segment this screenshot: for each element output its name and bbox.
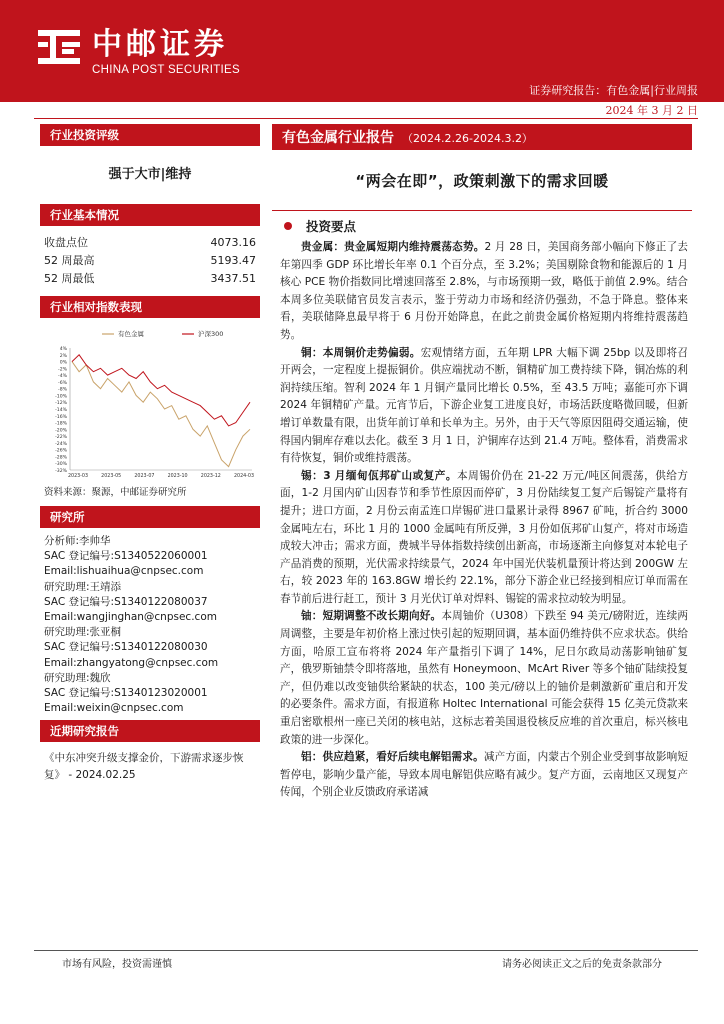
y-tick-label: -14% bbox=[55, 408, 67, 413]
paragraph-list bbox=[272, 239, 692, 802]
report-date: 2024 年 3 月 2 日 bbox=[605, 104, 698, 117]
paragraph-uranium bbox=[272, 608, 692, 749]
key-points-heading bbox=[272, 217, 692, 235]
footer-disclaimer-note: 请务必阅读正文之后的免责条款部分 bbox=[502, 959, 662, 970]
paragraph-text: 减产方面，内蒙古个别企业受到事故影响短暂停电，影响少量产能，导致本周电解铝供应略有减少。复产方面，云南地区又现复产传闻，个别企业反馈政府承诺减 bbox=[280, 751, 689, 799]
y-tick-label: -10% bbox=[55, 394, 67, 400]
paragraph-precious-metals bbox=[272, 239, 692, 345]
bullet-icon bbox=[284, 222, 292, 230]
x-tick-label: 2023-10 bbox=[167, 474, 188, 479]
rating-value: 强于大市|维持 bbox=[108, 167, 192, 182]
basic-row-label: 收盘点位 bbox=[44, 236, 88, 249]
y-tick-label: -8% bbox=[58, 387, 67, 393]
brand-name-en: CHINA POST SECURITIES bbox=[92, 64, 240, 76]
y-tick-label: -12% bbox=[55, 401, 67, 407]
analyst-line: 研究助理:魏欣 bbox=[44, 671, 111, 684]
basic-row bbox=[40, 270, 260, 288]
y-tick-label: 0% bbox=[59, 360, 67, 366]
footer-risk-note: 市场有风险，投资需谨慎 bbox=[62, 959, 172, 970]
y-tick-label: -16% bbox=[55, 414, 67, 420]
basic-row-label: 52 周最高 bbox=[44, 254, 95, 267]
paragraph-aluminum bbox=[272, 749, 692, 802]
y-tick-label: 2% bbox=[59, 353, 67, 359]
paragraph-copper bbox=[272, 345, 692, 468]
footer-rule bbox=[34, 950, 698, 951]
basic-row-value: 4073.16 bbox=[210, 236, 256, 249]
y-tick-label: -2% bbox=[58, 367, 67, 373]
y-tick-label: -28% bbox=[55, 455, 67, 461]
y-tick-label: -26% bbox=[55, 448, 67, 454]
series-line-1 bbox=[72, 355, 250, 426]
x-tick-label: 2023-12 bbox=[200, 474, 221, 479]
chart-source: 资料来源：聚源，中邮证券研究所 bbox=[44, 487, 187, 498]
y-tick-label: -20% bbox=[55, 428, 67, 434]
analyst-list bbox=[40, 528, 260, 720]
analyst-line: 研究助理:张亚桐 bbox=[44, 626, 122, 639]
recent-report-link[interactable]: 《中东冲突升级支撑金价，下游需求逐步恢复》 - 2024.02.25 bbox=[44, 752, 244, 782]
basic-row bbox=[40, 234, 260, 252]
x-tick-label: 2024-03 bbox=[233, 474, 255, 479]
x-tick-label: 2023-07 bbox=[134, 474, 155, 479]
key-points-title: 投资要点 bbox=[306, 219, 357, 234]
analyst-line: SAC 登记编号:S1340122080037 bbox=[44, 595, 208, 608]
y-tick-label: -30% bbox=[55, 462, 67, 468]
y-tick-label: -18% bbox=[55, 421, 67, 427]
y-tick-label: -24% bbox=[55, 441, 67, 447]
report-title: 有色金属行业报告 bbox=[282, 130, 394, 146]
legend-label-0: 有色金属 bbox=[118, 330, 144, 338]
analyst-line: SAC 登记编号:S1340122080030 bbox=[44, 641, 208, 654]
analyst-line: 分析师:李帅华 bbox=[44, 535, 111, 547]
paragraph-lead: 锡：3 月缅甸佤邦矿山或复产。 bbox=[301, 469, 458, 482]
rating-section-title: 行业投资评级 bbox=[40, 124, 260, 146]
x-tick-label: 2023-05 bbox=[101, 474, 122, 479]
legend-label-1: 沪深300 bbox=[198, 330, 224, 338]
paragraph-text: 本周铀价（U308）下跌至 94 美元/磅附近，连续两周调整，主要是年初价格上涨过快引起的短期回调，基本面仍维持供不应求状态。供给方面，哈原工宣布将将 2024 年产量指引下调了 14%，尼日尔政局动荡影响铀矿复产，俄罗斯铀禁令即将落地，虽然有 Honeymoon、McArt River 等多个铀矿陆续投复产，但仍难以改变铀供给紧缺的状态，100 美元/磅以上的铀价是刺激新矿重启和开发的必要条件。需求方面，有报道称 Holtec International 可能会获得 15 亿美元贷款来重启密歇根州一座已关闭的核电站，这标志着美国退役核反应堆的首次重启，标兴核电政策的进一步深化。 bbox=[280, 610, 689, 746]
x-tick-label: 2023-03 bbox=[67, 474, 89, 479]
y-tick-label: -6% bbox=[58, 380, 67, 386]
y-tick-label: -32% bbox=[55, 469, 67, 474]
paragraph-text: 宏观情绪方面，五年期 LPR 大幅下调 25bp 以及即将召开两会，一定程度上提振铜价。供应端扰动不断，铜精矿加工费持续下降，铜冶炼的利润持续压缩。智利 2024 年 1 月铜产量同比增长 0.5%，至 43.5 万吨；嘉能可亦下调 2024 年铜精矿产量。元宵节后，下游企业复工进度良好，市场活跃度略微回暖，但新增订单数量有限，出货年前订单和长单为主。另外，由于天气等原因阻碍交通运输，使得国内铜库存难以去化。截至 3 月 1 日，沪铜库存达到 21.4 万吨。整体看，消费需求有待恢复，铜价或维持震荡。 bbox=[280, 346, 688, 465]
y-tick-label: -4% bbox=[58, 374, 67, 380]
basic-row-label: 52 周最低 bbox=[44, 272, 95, 285]
paragraph-lead: 铝：供应趋紧，看好后续电解铝需求。 bbox=[301, 751, 484, 764]
china-post-logo-icon bbox=[34, 22, 84, 72]
analyst-email[interactable]: Email:zhangyatong@cnpsec.com bbox=[44, 656, 219, 669]
main-content bbox=[272, 124, 692, 802]
analyst-email[interactable]: Email:lishuaihua@cnpsec.com bbox=[44, 565, 204, 578]
headline-divider bbox=[272, 210, 692, 211]
report-period: （2024.2.26-2024.3.2） bbox=[402, 132, 533, 145]
paragraph-lead: 铀：短期调整不改长期向好。 bbox=[301, 610, 442, 623]
paragraph-lead: 贵金属：贵金属短期内维持震荡态势。 bbox=[301, 241, 485, 253]
analyst-email[interactable]: Email:wangjinghan@cnpsec.com bbox=[44, 611, 217, 624]
headline: “两会在即”，政策刺激下的需求回暖 bbox=[355, 172, 609, 190]
date-rule bbox=[34, 118, 698, 119]
analyst-line: 研究助理:王靖添 bbox=[44, 580, 122, 593]
analyst-line: SAC 登记编号:S1340123020001 bbox=[44, 687, 208, 700]
paragraph-text: 本周锡价仍在 21-22 万元/吨区间震荡，供给方面，1-2 月国内矿山因春节和季节性原因而停矿，3 月份陆续复工复产后锡锭产量将有提升；进口方面，2 月份云南孟连口岸锡矿进口量累计录得 8967 矿吨，折合约 3000 金属吨左右，环比 1 月的 1000 金属吨有所反弹，3 月份如佤邦矿山复产，将对市场造成较大冲击；需求方面，费城半导体指数持续创出新高，市场逐渐主向修复对本轮电子产品消费的预期，光伏需求持续景气，2024 年中国光伏装机量预计将达到 200GW 左右，较 2023 年的 163.8GW 增长约 22.1%，部分下游企业已经接到相应订单而需在春节前后进行赶工，预计 3 月光伏订单对焊料、锡锭的需求拉动较为明显。 bbox=[280, 469, 689, 605]
series-line-0 bbox=[72, 362, 250, 467]
basic-row-value: 5193.47 bbox=[210, 254, 256, 267]
research-section-title: 研究所 bbox=[40, 506, 260, 528]
basic-row-value: 3437.51 bbox=[210, 272, 256, 285]
report-type: 证券研究报告：有色金属|行业周报 bbox=[529, 84, 698, 97]
brand-name-cn: 中邮证券 bbox=[92, 27, 228, 62]
basic-section-title: 行业基本情况 bbox=[40, 204, 260, 226]
analyst-email[interactable]: Email:weixin@cnpsec.com bbox=[44, 702, 184, 715]
relative-index-chart bbox=[40, 320, 260, 480]
analyst-line: SAC 登记编号:S1340522060001 bbox=[44, 550, 208, 563]
paragraph-lead: 铜：本周铜价走势偏弱。 bbox=[301, 346, 421, 359]
report-title-bar bbox=[272, 124, 692, 150]
basic-row bbox=[40, 252, 260, 270]
recent-section-title: 近期研究报告 bbox=[40, 720, 260, 742]
y-tick-label: 4% bbox=[59, 347, 67, 352]
report-header bbox=[0, 0, 724, 98]
y-tick-label: -22% bbox=[55, 435, 67, 441]
paragraph-tin bbox=[272, 468, 692, 609]
index-section-title: 行业相对指数表现 bbox=[40, 296, 260, 318]
sidebar bbox=[40, 124, 260, 784]
basic-info-list bbox=[40, 226, 260, 296]
paragraph-text: 2 月 28 日，美国商务部小幅向下修正了去年第四季 GDP 环比增长年率 0.1 个百分点，至 3.2%；美国剔除食物和能源后的 1 月核心 PCE 物价指数同比增速回落至 2.8%，与市场预期一致，略低于前值 2.9%。结合本周多位美联储官员发言表示，鉴于劳动力市场和经济仍强劲，不急于降息。整体来看，美联储降息最早将于 6 月份开始降息，在此之前贵金属价格短期内将维持震荡趋势。 bbox=[280, 241, 688, 341]
